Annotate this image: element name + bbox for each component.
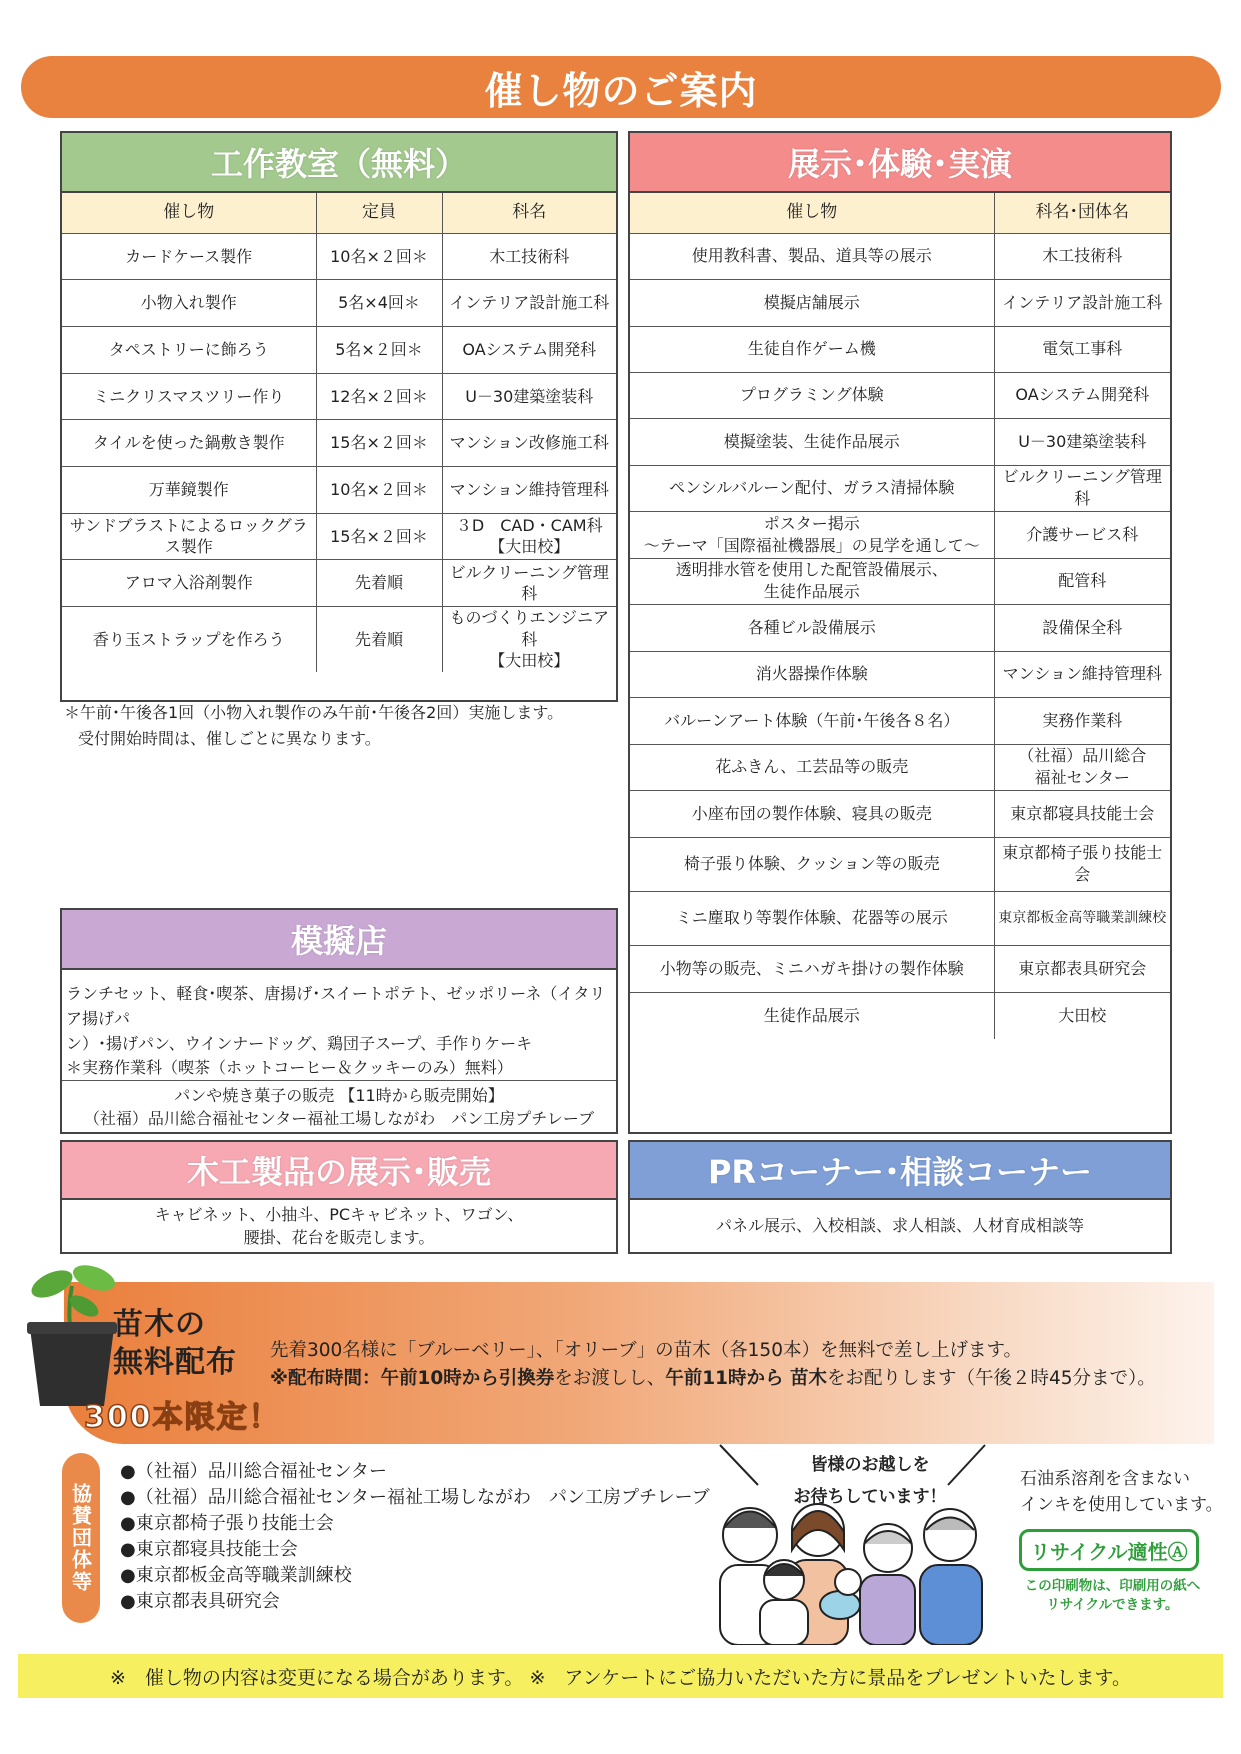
workshop-section [60, 131, 618, 702]
table-header: 催し物 [630, 193, 994, 233]
workshop-note-line2: 受付開始時間は、催しごとに異なります。 [78, 728, 381, 748]
table-cell: 介護サービス科 [994, 511, 1170, 558]
table-cell: 大田校 [994, 992, 1170, 1039]
table-row [630, 279, 1170, 326]
table-row [630, 744, 1170, 790]
table-row [62, 607, 616, 672]
table-cell: 模擬塗装、生徒作品展示 [630, 418, 994, 465]
seedling-schedule-c: をお渡しし、 [554, 1368, 666, 1389]
table-cell: 実務作業科 [994, 697, 1170, 744]
table-cell: 消火器操作体験 [630, 651, 994, 697]
table-cell: 椅子張り体験、クッション等の販売 [630, 837, 994, 891]
table-cell: U－30建築塗装科 [442, 373, 616, 420]
table-row [630, 891, 1170, 945]
seedling-limit-badge: 300本限定！ [84, 1400, 281, 1435]
table-cell: 透明排水管を使用した配管設備展示、 生徒作品展示 [630, 558, 994, 604]
table-cell: （社福）品川総合 福祉センター [994, 744, 1170, 790]
sponsor-tab: 協賛団体等 [62, 1453, 100, 1623]
table-row [62, 560, 616, 607]
table-cell: プログラミング体験 [630, 372, 994, 418]
table-cell: ３D CAD・CAM科 【大田校】 [442, 513, 616, 560]
table-cell: 使用教科書、製品、道具等の展示 [630, 233, 994, 279]
table-cell: マンション維持管理科 [994, 651, 1170, 697]
table-row [630, 837, 1170, 891]
exhibit-title: 展示･体験･実演 [630, 133, 1170, 193]
workshop-note [64, 700, 563, 751]
table-cell: バルーンアート体験（午前･午後各８名） [630, 697, 994, 744]
table-cell: 東京都椅子張り技能士会 [994, 837, 1170, 891]
sponsor-item: ●東京都表具研究会 [120, 1591, 280, 1613]
table-cell: 15名×２回＊ [316, 513, 442, 560]
mogi-bakery [62, 1081, 616, 1132]
table-row [62, 513, 616, 560]
workshop-title: 工作教室（無料） [62, 133, 616, 193]
table-row [630, 992, 1170, 1039]
sponsor-item: ●東京都椅子張り技能士会 [120, 1513, 334, 1535]
wood-line2: 腰掛、花台を販売します。 [243, 1228, 435, 1247]
table-cell: マンション維持管理科 [442, 466, 616, 513]
table-cell: ものづくりエンジニア科 【大田校】 [442, 607, 616, 672]
table-row [62, 466, 616, 513]
table-cell: タイルを使った鍋敷き製作 [62, 420, 316, 467]
table-row [630, 697, 1170, 744]
table-row [630, 372, 1170, 418]
table-header: 定員 [316, 193, 442, 233]
seedling-description: 先着300名様に「ブルーベリー」、「オリーブ」の苗木（各150本）を無料で差し上げます。 [270, 1340, 1022, 1361]
table-cell: 15名×２回＊ [316, 420, 442, 467]
exhibit-section [628, 131, 1172, 1134]
mogi-title: 模擬店 [62, 910, 616, 970]
sponsor-item: ●東京都寝具技能士会 [120, 1539, 298, 1561]
pr-section [628, 1140, 1172, 1254]
workshop-note-line1: ＊午前･午後各1回（小物入れ製作のみ午前･午後各2回）実施します。 [64, 703, 564, 722]
table-cell: ミニ塵取り等製作体験、花器等の展示 [630, 891, 994, 945]
table-cell: 木工技術科 [442, 233, 616, 280]
table-cell: 小物等の販売、ミニハガキ掛けの製作体験 [630, 945, 994, 992]
table-cell: 5名×２回＊ [316, 326, 442, 373]
table-cell: 万華鏡製作 [62, 466, 316, 513]
table-cell: ミニクリスマスツリー作り [62, 373, 316, 420]
pr-description [630, 1200, 1170, 1252]
mogi-line1: ランチセット、軽食･喫茶、唐揚げ･スイートポテト、ゼッポリーネ（イタリア揚げパ [66, 984, 606, 1028]
table-row [630, 326, 1170, 372]
page-title-banner: 催し物のご案内 [21, 56, 1221, 118]
table-cell: タペストリーに飾ろう [62, 326, 316, 373]
table-cell: 電気工事科 [994, 326, 1170, 372]
table-row [62, 326, 616, 373]
table-cell: 先着順 [316, 560, 442, 607]
pr-line1: パネル展示、入校相談、求人相談、人材育成相談等 [715, 1216, 1084, 1236]
table-row [630, 651, 1170, 697]
table-row [630, 511, 1170, 558]
table-cell: マンション改修施工科 [442, 420, 616, 467]
table-cell: 小物入れ製作 [62, 280, 316, 327]
footer-notice: ※ 催し物の内容は変更になる場合があります。 ※ アンケートにご協力いただいた方に景品をプレゼントいたします。 [18, 1654, 1223, 1698]
table-row [630, 233, 1170, 279]
table-header: 科名･団体名 [994, 193, 1170, 233]
table-cell: 東京都寝具技能士会 [994, 790, 1170, 837]
ink-note-line2: インキを使用しています。 [1020, 1494, 1223, 1515]
table-row [630, 465, 1170, 511]
table-cell: 東京都板金高等職業訓練校 [994, 891, 1170, 945]
table-row [62, 280, 616, 327]
table-cell: 12名×２回＊ [316, 373, 442, 420]
sponsor-item: ●東京都板金高等職業訓練校 [120, 1565, 352, 1587]
table-row [630, 418, 1170, 465]
mogi-bakery-line2: （社福）品川総合福祉センター福祉工場しながわ パン工房プチレーブ [83, 1109, 595, 1129]
seedling-schedule-b: 午前10時から引換券 [380, 1368, 555, 1389]
sponsor-item: ●（社福）品川総合福祉センター福祉工場しながわ パン工房プチレーブ [120, 1487, 710, 1509]
seedling-title-line1: 苗木の [113, 1307, 206, 1342]
seedling-schedule-d: 午前11時から 苗木 [665, 1368, 827, 1389]
table-cell: 設備保全科 [994, 604, 1170, 651]
welcome-line2: お待ちしています！ [793, 1487, 947, 1508]
welcome-message [770, 1449, 970, 1514]
table-cell: 配管科 [994, 558, 1170, 604]
recycle-badge: リサイクル適性Ⓐ [1019, 1529, 1199, 1571]
table-cell: アロマ入浴剤製作 [62, 560, 316, 607]
table-cell: 10名×２回＊ [316, 233, 442, 280]
recycle-note-line2: リサイクルできます。 [1046, 1596, 1179, 1613]
mogi-section [60, 908, 618, 1134]
table-cell: 先着順 [316, 607, 442, 672]
recycle-note-line1: この印刷物は、印刷用の紙へ [1024, 1578, 1201, 1594]
table-cell: 東京都表具研究会 [994, 945, 1170, 992]
welcome-line1: 皆様のお越しを [810, 1455, 930, 1475]
table-cell: ペンシルバルーン配付、ガラス清掃体験 [630, 465, 994, 511]
exhibit-table [630, 193, 1170, 1039]
table-cell: サンドブラストによるロックグラス製作 [62, 513, 316, 560]
table-cell: 各種ビル設備展示 [630, 604, 994, 651]
mogi-description [62, 970, 616, 1081]
table-cell: 5名×4回＊ [316, 280, 442, 327]
sponsor-list [120, 1459, 710, 1616]
table-cell: 香り玉ストラップを作ろう [62, 607, 316, 672]
table-cell: カードケース製作 [62, 233, 316, 280]
seedling-title-line2: 無料配布 [113, 1344, 237, 1380]
table-cell: 生徒作品展示 [630, 992, 994, 1039]
workshop-table [62, 193, 616, 672]
table-row [62, 373, 616, 420]
table-cell: ビルクリーニング管理科 [442, 560, 616, 607]
mogi-bakery-line1: パンや焼き菓子の販売 【11時から販売開始】 [174, 1086, 504, 1105]
table-cell: 小座布団の製作体験、寝具の販売 [630, 790, 994, 837]
wood-line1: キャビネット、小抽斗、PCキャビネット、ワゴン、 [154, 1204, 524, 1224]
table-cell: U－30建築塗装科 [994, 418, 1170, 465]
wood-section [60, 1140, 618, 1254]
table-cell: インテリア設計施工科 [442, 280, 616, 327]
table-row [630, 945, 1170, 992]
mogi-line2: ン）･揚げパン、ウインナードッグ、鶏団子スープ、手作りケーキ [66, 1033, 533, 1053]
seedling-schedule-a: ※配布時間： [270, 1368, 381, 1389]
table-row [62, 233, 616, 280]
table-row [62, 420, 616, 467]
seedling-schedule-e: をお配りします（午後２時45分まで）。 [826, 1368, 1156, 1389]
table-cell: インテリア設計施工科 [994, 279, 1170, 326]
recycle-note [1010, 1577, 1215, 1615]
wood-description [62, 1200, 616, 1252]
sponsor-item: ●（社福）品川総合福祉センター [120, 1461, 387, 1482]
table-cell: 生徒自作ゲーム機 [630, 326, 994, 372]
table-row [630, 604, 1170, 651]
pr-title: PRコーナー･相談コーナー [630, 1142, 1170, 1200]
wood-title: 木工製品の展示･販売 [62, 1142, 616, 1200]
table-row [630, 558, 1170, 604]
table-cell: ポスター掲示 ～テーマ「国際福祉機器展」の見学を通して～ [630, 511, 994, 558]
seedling-schedule [270, 1364, 1156, 1390]
table-cell: ビルクリーニング管理科 [994, 465, 1170, 511]
ink-note [1020, 1467, 1223, 1518]
mogi-line3: ＊実務作業科（喫茶（ホットコーヒー＆クッキーのみ）無料） [66, 1058, 513, 1078]
table-cell: 10名×２回＊ [316, 466, 442, 513]
table-cell: 模擬店舗展示 [630, 279, 994, 326]
table-row [630, 790, 1170, 837]
table-cell: 木工技術科 [994, 233, 1170, 279]
table-cell: 花ふきん、工芸品等の販売 [630, 744, 994, 790]
ink-note-line1: 石油系溶剤を含まない [1020, 1469, 1190, 1489]
table-header: 催し物 [62, 193, 316, 233]
table-cell: OAシステム開発科 [994, 372, 1170, 418]
seedling-title [113, 1306, 237, 1381]
table-header: 科名 [442, 193, 616, 233]
table-cell: OAシステム開発科 [442, 326, 616, 373]
